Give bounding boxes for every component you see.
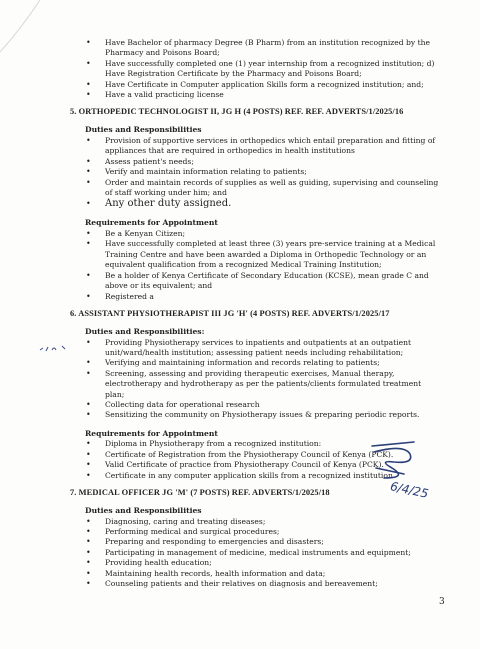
list-item: • Counseling patients and their relatives on diagnosis and bereavement; — [0, 579, 480, 589]
section-5-duties-heading: Duties and Responsibilities — [85, 125, 202, 135]
list-item: • Have Certificate in Computer application Skills form a recognized institution; and; — [0, 80, 480, 90]
list-item: • Diploma in Physiotherapy from a recognized institution: — [0, 439, 480, 449]
list-item: • Providing Physiotherapy services to inpatients and outpatients at an outpatient unit/ward/health institution; assessing patient needs including rehabilitation; — [0, 338, 480, 359]
list-item: • Collecting data for operational research — [0, 400, 480, 410]
document-page — [0, 38, 480, 589]
section-6-requirements-heading: Requirements for Appointment — [85, 428, 218, 438]
list-item: • Valid Certificate of practice from Physiotherapy Council of Kenya (PCK). — [0, 460, 480, 470]
list-item: • Any other duty assigned. — [0, 198, 480, 210]
list-item: • Provision of supportive services in orthopedics which entail preparation and fitting of appliances that are required in orthopedics in health institutions — [0, 136, 480, 157]
list-item: • Participating in management of medicine, medical instruments and equipment; — [0, 548, 480, 558]
section-5-duties-list — [0, 136, 480, 210]
list-item: • Preparing and responding to emergencies and disasters; — [0, 537, 480, 547]
list-item: • Registered a — [0, 292, 480, 302]
handwritten-date: 6/4/25 — [388, 479, 430, 501]
list-item: • Have successfully completed at least three (3) years pre-service training at a Medical Training Centre and have been awarded a Diploma in Orthopedic Technology or an equivalent qualification from a recognized Medical Training Institution; — [0, 239, 480, 270]
list-item: • Verify and maintain information relating to patients; — [0, 167, 480, 177]
list-item: • Be a holder of Kenya Certificate of Secondary Education (KCSE), mean grade C and above or its equivalent; and — [0, 271, 480, 292]
list-item: • Verifying and maintaining information and records relating to patients; — [0, 358, 480, 368]
pharmacy-requirements-list — [0, 38, 480, 100]
list-item: • Have a valid practicing license — [0, 90, 480, 100]
list-item: • Assess patient's needs; — [0, 157, 480, 167]
section-6-requirements-list — [0, 439, 480, 481]
list-item: • Certificate in any computer application skills from a recognized institution. — [0, 471, 480, 481]
list-item: • Performing medical and surgical procedures; — [0, 527, 480, 537]
list-item: • Have Bachelor of pharmacy Degree (B Pharm) from an institution recognized by the Pharmacy and Poisons Board; — [0, 38, 480, 59]
list-item: • Screening, assessing and providing therapeutic exercises, Manual therapy, electrotherapy and hydrotherapy as per the patients/clients formulated treatment plan; — [0, 369, 480, 400]
list-item: • Have successfully completed one (1) year internship from a recognized institution; d) Have Registration Certificate by the Pharmacy and Poisons Board; — [0, 59, 480, 80]
section-6-duties-list — [0, 338, 480, 421]
list-item: • Be a Kenyan Citizen; — [0, 229, 480, 239]
section-6-heading: 6. ASSISTANT PHYSIOTHERAPIST III JG 'H' (4 POSTS) REF. ADVERTS/1/2025/17 — [70, 308, 390, 318]
list-item: • Sensitizing the community on Physiotherapy issues & preparing periodic reports. — [0, 410, 480, 420]
list-item: • Diagnosing, caring and treating diseases; — [0, 517, 480, 527]
section-5-requirements-heading: Requirements for Appointment — [85, 218, 218, 228]
page-number: 3 — [439, 597, 445, 607]
section-7-duties-list — [0, 517, 480, 590]
list-item: • Providing health education; — [0, 558, 480, 568]
list-item: • Order and maintain records of supplies as well as guiding, supervising and counseling of staff working under him; and — [0, 178, 480, 199]
section-6-duties-heading: Duties and Responsibilities: — [85, 326, 205, 336]
section-7-duties-heading: Duties and Responsibilities — [85, 505, 202, 515]
section-5-requirements-list — [0, 229, 480, 302]
list-item: • Maintaining health records, health information and data; — [0, 569, 480, 579]
section-5-heading: 5. ORTHOPEDIC TECHNOLOGIST II, JG H (4 POSTS) REF. REF. ADVERTS/1/2025/16 — [70, 107, 404, 117]
list-item: • Certificate of Registration from the Physiotherapy Council of Kenya (PCK). — [0, 450, 480, 460]
section-7-heading: 7. MEDICAL OFFICER JG 'M' (7 POSTS) REF. ADVERTS/1/2025/18 — [70, 487, 330, 497]
